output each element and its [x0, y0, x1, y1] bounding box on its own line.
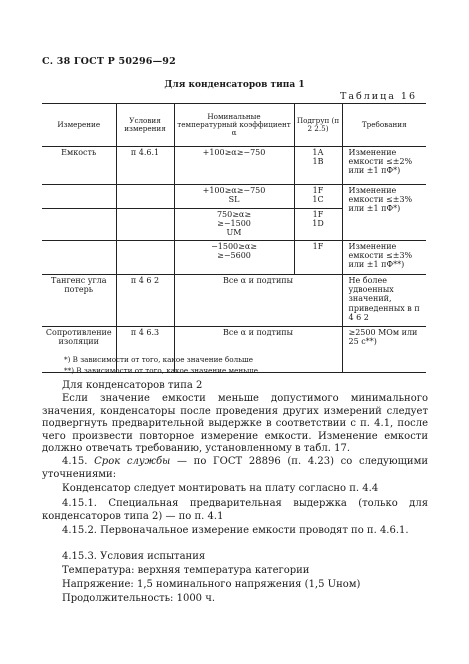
- footnote: **) В зависимости от того, какое значение меньше.: [64, 366, 261, 375]
- cell-coefficient: [174, 185, 294, 209]
- cell-requirement: ≥2500 МОм или 25 с**): [342, 327, 426, 373]
- table-row: [42, 241, 426, 275]
- subgroup-code: 1F: [312, 186, 324, 195]
- cell-coefficient: +100≥α≥−750: [174, 147, 294, 185]
- cell-coefficient: Все α и подтипы: [174, 275, 342, 327]
- coefficient-line: +100≥α≥−750: [202, 186, 266, 195]
- paragraph: 4.15.1. Специальная предварительная выдержка (только для конденсаторов типа 2) — по п. 4.1: [42, 498, 428, 522]
- coefficient-line: ≥−5600: [217, 251, 251, 261]
- table-row: [42, 185, 426, 209]
- cell-coefficient: Все α и подтипы: [174, 327, 342, 373]
- coefficient-line: SL: [228, 195, 240, 205]
- subgroup-code: 1В: [312, 157, 324, 167]
- subgroup-code: 1D: [312, 219, 324, 229]
- condition-line: Продолжительность: 1000 ч.: [62, 593, 216, 604]
- cell-conditions: п 4 6.3: [116, 327, 174, 373]
- clause-number: 4.15.: [62, 456, 88, 467]
- cell-empty: [42, 185, 116, 209]
- paragraph: Конденсатор следует монтировать на плату согласно п. 4.4: [62, 483, 379, 494]
- table-number: Таблица 16: [340, 91, 417, 102]
- col-header-conditions: Условия измерения: [116, 104, 174, 147]
- cell-measurement: Емкость: [42, 147, 116, 185]
- cell-subgroup: [294, 209, 342, 241]
- cell-empty: [116, 241, 174, 275]
- cell-measurement: Сопротивление изоляции: [42, 327, 116, 373]
- footnote: *) В зависимости от того, какое значение больше: [64, 355, 253, 364]
- coefficient-line: ≥−1500: [217, 219, 251, 229]
- clause-text: — по ГОСТ 28896 (п. 4.23) со следующими уточнениями:: [42, 456, 429, 480]
- cell-requirement: Изменение емкости ≤±2% или ±1 пФ*): [342, 147, 426, 185]
- cell-empty: [42, 241, 116, 275]
- table-header-row: [42, 104, 426, 147]
- table-row: [42, 275, 426, 327]
- coefficient-line: UM: [226, 228, 242, 238]
- cell-empty: [116, 185, 174, 209]
- cell-requirement: Не более удвоенных значений, приведенных в п 4 6 2: [342, 275, 426, 327]
- paragraph: Если значение емкости меньше допустимого минимального значения, конденсаторы после проведения других измерений следует подвергнуть предварительной выдержке в соответствии с п. 4.1, после чего произвести повторное измерение емкости. Изменение емкости должно отвечать требованию, установленному в табл. 17.: [42, 393, 428, 454]
- cell-measurement: Тангенс угла потерь: [42, 275, 116, 327]
- section-title: Для конденсаторов типа 2: [62, 380, 203, 391]
- paragraph: [42, 456, 428, 481]
- cell-subgroup: [294, 185, 342, 209]
- subgroup-code: 1C: [312, 195, 324, 205]
- cell-subgroup: [294, 147, 342, 185]
- coefficient-line: 750≥α≥: [216, 210, 252, 219]
- col-header-coefficient: Номинальные температурный коэффициент α: [174, 104, 294, 147]
- cell-conditions: п 4 6 2: [116, 275, 174, 327]
- table-row: [42, 147, 426, 185]
- requirements-table: [42, 103, 426, 373]
- table-title: Для конденсаторов типа 1: [164, 80, 305, 90]
- cell-empty: [42, 209, 116, 241]
- col-header-subgroup: Подгруп (п 2 2.5): [294, 104, 342, 147]
- cell-coefficient: [174, 209, 294, 241]
- col-header-measurement: Измерение: [42, 104, 116, 147]
- cell-requirement: Изменение емкости ≤±3% или ±1 пФ*): [342, 185, 426, 241]
- condition-line: Напряжение: 1,5 номинального напряжения (1,5 Uном): [62, 579, 361, 590]
- cell-subgroup: 1F: [294, 241, 342, 275]
- cell-conditions: п 4.6.1: [116, 147, 174, 185]
- coefficient-line: −1500≥α≥: [211, 242, 257, 251]
- subgroup-code: 1А: [312, 148, 324, 157]
- page-header: С. 38 ГОСТ Р 50296—92: [42, 56, 176, 67]
- col-header-requirements: Требования: [342, 104, 426, 147]
- cell-empty: [116, 209, 174, 241]
- condition-line: Температура: верхняя температура категории: [62, 565, 310, 576]
- cell-requirement: Изменение емкости ≤±3% или ±1 пФ**): [342, 241, 426, 275]
- cell-coefficient: [174, 241, 294, 275]
- clause-title: Срок службы: [94, 456, 171, 467]
- clause-heading: 4.15.3. Условия испытания: [62, 551, 206, 562]
- paragraph: 4.15.2. Первоначальное измерение емкости проводят по п. 4.6.1.: [62, 525, 409, 536]
- subgroup-code: 1F: [312, 210, 324, 219]
